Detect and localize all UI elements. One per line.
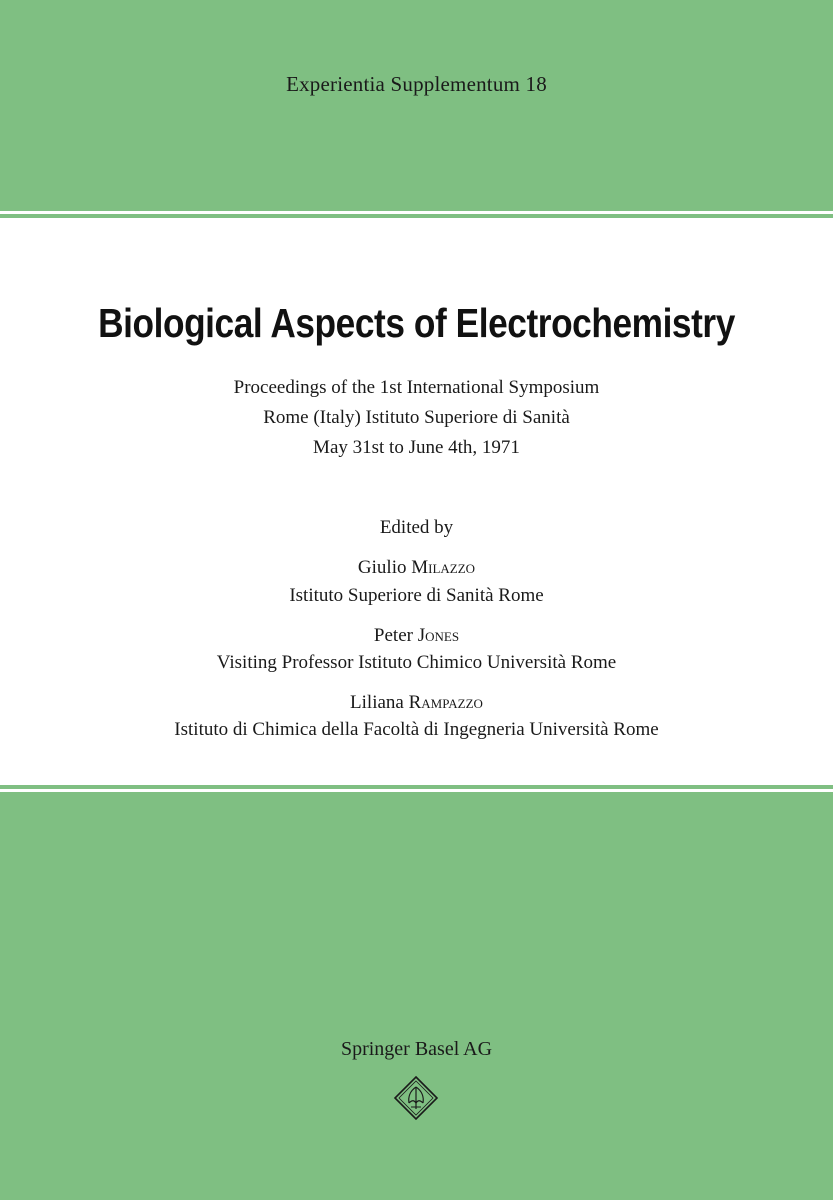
editor-last-name: Milazzo (411, 557, 476, 578)
subtitle-line-location: Rome (Italy) Istituto Superiore di Sanità (263, 407, 570, 428)
subtitle-line-proceedings: Proceedings of the 1st International Symposium (233, 377, 600, 398)
bottom-green-band (0, 796, 833, 1200)
top-divider-rule (0, 211, 833, 214)
editor-first-name: Liliana (350, 692, 404, 713)
publisher-name: Springer Basel AG (340, 1038, 493, 1060)
editor-last-name: Jones (417, 625, 460, 646)
editor-last-name: Rampazzo (408, 692, 483, 713)
editor-first-name: Giulio (357, 557, 407, 578)
bottom-divider-rule (0, 789, 833, 792)
subtitle-line-dates: May 31st to June 4th, 1971 (313, 437, 520, 458)
edited-by-label: Edited by (379, 517, 454, 538)
editor-affiliation: Visiting Professor Istituto Chimico Università Rome (216, 652, 617, 673)
editor-first-name: Peter (373, 625, 413, 646)
editor-affiliation: Istituto Superiore di Sanità Rome (289, 585, 544, 606)
top-green-band (0, 0, 833, 208)
editor-affiliation: Istituto di Chimica della Facoltà di Ingegneria Università Rome (174, 719, 659, 740)
editor-name (0, 625, 833, 647)
birkhauser-logo-icon (393, 1075, 439, 1121)
book-title: Biological Aspects of Electrochemistry (98, 300, 735, 346)
series-title: Experientia Supplementum 18 (286, 72, 547, 96)
editor-name (0, 692, 833, 714)
editor-name (0, 557, 833, 579)
